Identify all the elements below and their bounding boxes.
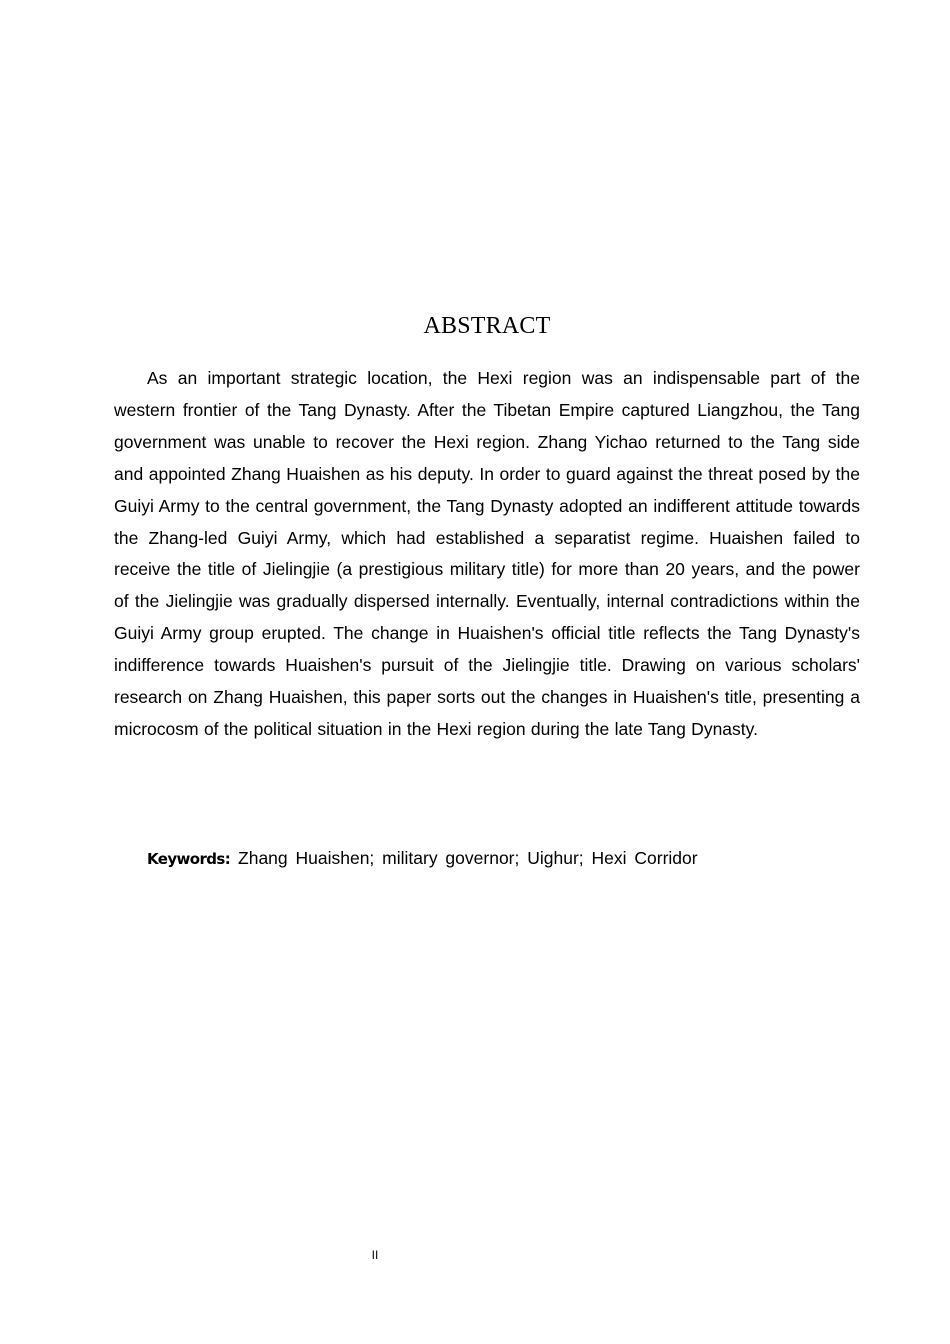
- abstract-body: As an important strategic location, the Hexi region was an indispensable part of the western frontier of the Tang Dynasty. After the Tibetan Empire captured Liangzhou, the Tang government was unable to recover the Hexi region. Zhang Yichao returned to the Tang side and appointed Zhang Huaishen as his deputy. In order to guard against the threat posed by the Guiyi Army to the central government, the Tang Dynasty adopted an indifferent attitude towards the Zhang-led Guiyi Army, which had established a separatist regime. Huaishen failed to receive the title of Jielingjie (a prestigious military title) for more than 20 years, and the power of the Jielingjie was gradually dispersed internally. Eventually, internal contradictions within the Guiyi Army group erupted. The change in Huaishen's official title reflects the Tang Dynasty's indifference towards Huaishen's pursuit of the Jielingjie title. Drawing on various scholars' research on Zhang Huaishen, this paper sorts out the changes in Huaishen's title, presenting a microcosm of the political situation in the Hexi region during the late Tang Dynasty.: [114, 368, 860, 739]
- keywords-list: Zhang Huaishen; military governor; Uighur; Hexi Corridor: [238, 848, 698, 868]
- keywords-line: [147, 843, 860, 876]
- keywords-label: Keywords:: [147, 850, 231, 868]
- page-number: II: [371, 1248, 379, 1262]
- abstract-title: ABSTRACT: [423, 313, 551, 339]
